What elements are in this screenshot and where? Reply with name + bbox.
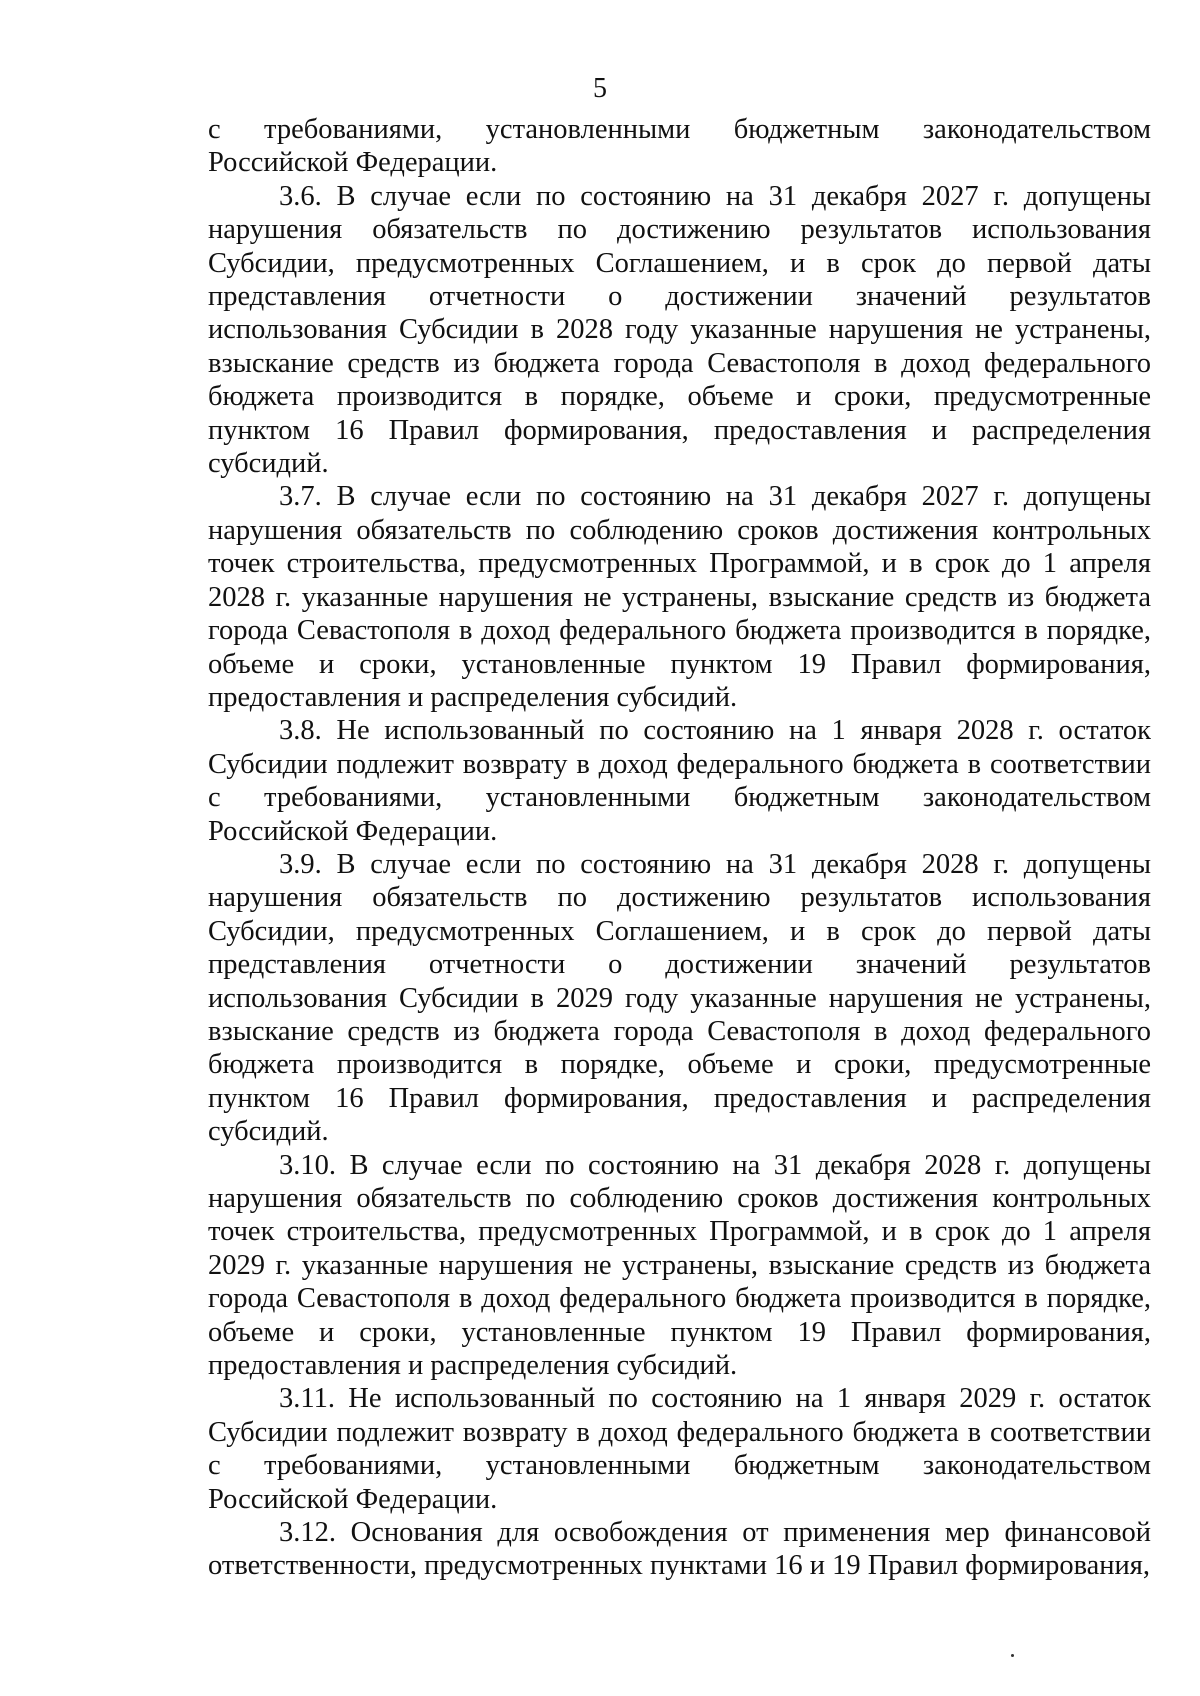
- scan-speck: [1011, 1654, 1014, 1657]
- paragraph-3-12: 3.12. Основания для освобождения от применения мер финансовой ответственности, предусмотренных пунктами 16 и 19 Правил формирования,: [208, 1517, 1151, 1582]
- paragraph-3-6: 3.6. В случае если по состоянию на 31 декабря 2027 г. допущены нарушения обязательств по достижению результатов использования Субсидии, предусмотренных Соглашением, и в срок до первой даты представления отчетности о достижении значений результатов использования Субсидии в 2028 году указанные нарушения не устранены, взыскание средств из бюджета города Севастополя в доход федерального бюджета производится в порядке, объеме и сроки, предусмотренные пунктом 16 Правил формирования, предоставления и распределения субсидий.: [208, 180, 1151, 480]
- paragraph-continuation: с требованиями, установленными бюджетным законодательством Российской Федерации.: [208, 114, 1151, 179]
- paragraph-3-10: 3.10. В случае если по состоянию на 31 декабря 2028 г. допущены нарушения обязательств по соблюдению сроков достижения контрольных точек строительства, предусмотренных Программой, и в срок до 1 апреля 2029 г. указанные нарушения не устранены, взыскание средств из бюджета города Севастополя в доход федерального бюджета производится в порядке, объеме и сроки, установленные пунктом 19 Правил формирования, предоставления и распределения субсидий.: [208, 1149, 1151, 1382]
- paragraph-3-8: 3.8. Не использованный по состоянию на 1 января 2028 г. остаток Субсидии подлежит возврату в доход федерального бюджета в соответствии с требованиями, установленными бюджетным законодательством Российской Федерации.: [208, 715, 1151, 847]
- paragraph-3-11: 3.11. Не использованный по состоянию на 1 января 2029 г. остаток Субсидии подлежит возврату в доход федерального бюджета в соответствии с требованиями, установленными бюджетным законодательством Российской Федерации.: [208, 1383, 1151, 1515]
- document-body: [208, 113, 1151, 1583]
- paragraph-3-7: 3.7. В случае если по состоянию на 31 декабря 2027 г. допущены нарушения обязательств по соблюдению сроков достижения контрольных точек строительства, предусмотренных Программой, и в срок до 1 апреля 2028 г. указанные нарушения не устранены, взыскание средств из бюджета города Севастополя в доход федерального бюджета производится в порядке, объеме и сроки, установленные пунктом 19 Правил формирования, предоставления и распределения субсидий.: [208, 481, 1151, 713]
- paragraph-3-9: 3.9. В случае если по состоянию на 31 декабря 2028 г. допущены нарушения обязательств по достижению результатов использования Субсидии, предусмотренных Соглашением, и в срок до первой даты представления отчетности о достижении значений результатов использования Субсидии в 2029 году указанные нарушения не устранены, взыскание средств из бюджета города Севастополя в доход федерального бюджета производится в порядке, объеме и сроки, предусмотренные пунктом 16 Правил формирования, предоставления и распределения субсидий.: [208, 848, 1151, 1148]
- page-number: 5: [593, 73, 607, 104]
